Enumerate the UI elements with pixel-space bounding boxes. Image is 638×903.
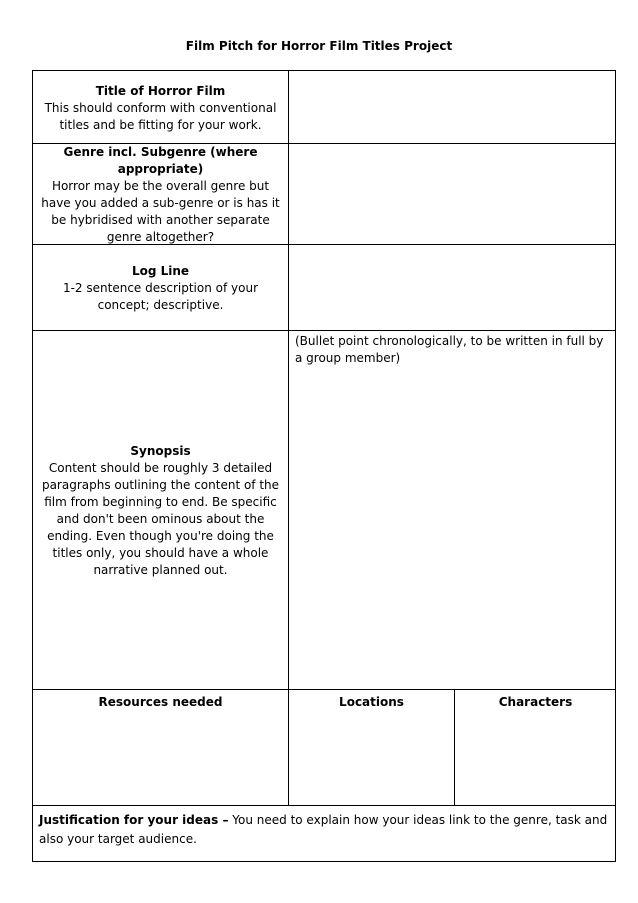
log-line-label: Log Line [131,264,190,278]
synopsis-label-cell [33,443,288,579]
genre-label: Genre incl. Subgenre (where appropriate) [63,145,258,176]
locations-entry[interactable] [289,713,454,805]
pitch-form-table [32,70,616,862]
synopsis-label: Synopsis [130,444,191,458]
justification-cell[interactable] [33,806,616,854]
genre-entry[interactable] [289,144,616,244]
title-of-film-entry[interactable] [289,71,616,143]
genre-description: Horror may be the overall genre but have you added a sub-genre or is has it be hybridised with another separate genre altogether? [41,179,280,244]
characters-entry[interactable] [455,713,616,805]
genre-label-cell [33,144,288,246]
synopsis-description: Content should be roughly 3 detailed paragraphs outlining the content of the film from beginning to end. Be specific and don't been ominous about the ending. Even though you're doing the titles only, you should have a whole narrative planned out. [41,461,280,577]
document-title: Film Pitch for Horror Film Titles Project [185,39,453,53]
locations-header: Locations [339,695,404,709]
characters-header: Characters [498,695,573,709]
title-of-film-label-cell [33,83,288,134]
synopsis-entry[interactable] [289,331,616,689]
justification-label: Justification for your ideas – [39,813,229,827]
resources-needed-entry[interactable] [33,713,288,805]
justification-text: You need to explain how your ideas link to the genre, task and also your target audience. [39,813,608,846]
resources-needed-header: Resources needed [98,695,223,709]
log-line-label-cell [33,263,288,314]
synopsis-hint: (Bullet point chronologically, to be written in full by a group member) [295,334,604,365]
row-divider [33,689,615,690]
log-line-entry[interactable] [289,245,616,330]
title-of-film-description: This should conform with conventional titles and be fitting for your work. [44,101,277,132]
title-of-film-label: Title of Horror Film [95,84,226,98]
log-line-description: 1-2 sentence description of your concept; descriptive. [62,281,259,312]
